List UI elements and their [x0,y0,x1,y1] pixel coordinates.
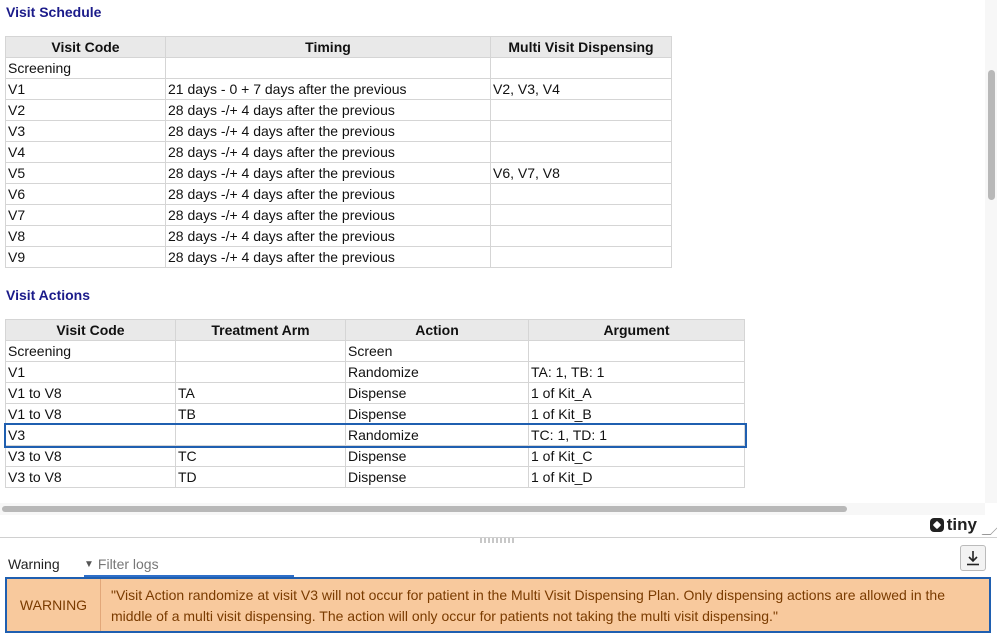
table-cell[interactable]: 21 days - 0 + 7 days after the previous [166,79,491,100]
vertical-scroll-thumb[interactable] [988,70,995,200]
tiny-logo[interactable] [930,515,977,535]
table-cell[interactable]: V1 to V8 [6,404,176,425]
table-cell[interactable]: V7 [6,205,166,226]
table-cell[interactable]: 28 days -/+ 4 days after the previous [166,226,491,247]
column-header: Multi Visit Dispensing [491,37,672,58]
visit-actions-table[interactable] [5,319,745,488]
table-cell[interactable]: V5 [6,163,166,184]
download-logs-button[interactable] [960,545,986,571]
table-cell[interactable]: Randomize [346,362,529,383]
column-header: Timing [166,37,491,58]
column-header: Treatment Arm [176,320,346,341]
table-cell[interactable] [529,341,745,362]
table-row[interactable] [6,58,672,79]
table-cell[interactable]: TC [176,446,346,467]
table-cell[interactable]: V2, V3, V4 [491,79,672,100]
table-cell[interactable]: Screening [6,341,176,362]
table-cell[interactable]: V6 [6,184,166,205]
panel-drag-handle-icon[interactable] [480,538,514,543]
table-row[interactable] [6,404,745,425]
table-row[interactable] [6,79,672,100]
table-cell[interactable]: Dispense [346,383,529,404]
table-row[interactable] [6,142,672,163]
visit-actions-heading: Visit Actions [6,287,91,303]
table-row[interactable] [6,362,745,383]
table-cell[interactable]: Dispense [346,446,529,467]
resize-handle-icon[interactable] [982,526,997,535]
table-cell[interactable]: TC: 1, TD: 1 [529,425,745,446]
table-cell[interactable]: 28 days -/+ 4 days after the previous [166,205,491,226]
table-row[interactable] [6,163,672,184]
table-cell[interactable]: V1 [6,362,176,383]
table-cell[interactable]: V1 to V8 [6,383,176,404]
chevron-down-icon[interactable]: ▼ [84,558,94,570]
table-cell[interactable]: Dispense [346,467,529,488]
table-cell[interactable] [491,205,672,226]
table-cell[interactable]: TA [176,383,346,404]
table-cell[interactable]: 28 days -/+ 4 days after the previous [166,163,491,184]
table-row[interactable] [6,425,745,446]
table-row[interactable] [6,205,672,226]
filter-placeholder: Filter logs [97,556,159,572]
column-header: Visit Code [6,320,176,341]
download-icon [966,550,980,566]
visit-schedule-table[interactable] [5,36,672,268]
vertical-scrollbar[interactable] [985,0,997,503]
table-cell[interactable]: V9 [6,247,166,268]
table-row[interactable] [6,226,672,247]
table-cell[interactable]: 1 of Kit_D [529,467,745,488]
log-message: "Visit Action randomize at visit V3 will not occur for patient in the Multi Visit Dispensing Plan. Only dispensing actions are allowed in the middle of a multi visit dispensing. The action will only occur for patients not taking the multi visit dispensing." [111,587,945,624]
table-cell[interactable]: TD [176,467,346,488]
table-cell[interactable] [491,142,672,163]
table-row[interactable] [6,383,745,404]
table-cell[interactable]: V4 [6,142,166,163]
table-cell[interactable] [491,100,672,121]
horizontal-scrollbar[interactable] [0,503,985,515]
table-cell[interactable] [491,184,672,205]
table-row[interactable] [6,446,745,467]
table-cell[interactable]: Screening [6,58,166,79]
table-cell[interactable]: Randomize [346,425,529,446]
table-cell[interactable]: V3 to V8 [6,446,176,467]
table-row[interactable] [6,247,672,268]
tiny-logo-icon [930,518,944,532]
table-row[interactable] [6,467,745,488]
log-panel [0,545,997,636]
tiny-brand-text: tiny [946,515,977,534]
log-entry-warning[interactable] [5,577,991,633]
log-level-select[interactable]: Warning [8,556,60,572]
table-cell[interactable]: 1 of Kit_B [529,404,745,425]
table-header-row [6,320,745,341]
table-cell[interactable]: 28 days -/+ 4 days after the previous [166,247,491,268]
table-cell[interactable] [491,121,672,142]
table-row[interactable] [6,100,672,121]
table-cell[interactable] [176,362,346,383]
column-header: Action [346,320,529,341]
table-header-row [6,37,672,58]
table-cell[interactable]: 28 days -/+ 4 days after the previous [166,184,491,205]
table-cell[interactable] [491,247,672,268]
filter-logs-input[interactable] [84,553,294,577]
table-cell[interactable]: 1 of Kit_C [529,446,745,467]
table-cell[interactable] [176,341,346,362]
table-cell[interactable]: 28 days -/+ 4 days after the previous [166,100,491,121]
table-row[interactable] [6,121,672,142]
column-header: Argument [529,320,745,341]
editor-statusbar [0,515,997,538]
table-cell[interactable]: 1 of Kit_A [529,383,745,404]
table-cell[interactable]: V8 [6,226,166,247]
table-cell[interactable]: 28 days -/+ 4 days after the previous [166,121,491,142]
table-cell[interactable]: TB [176,404,346,425]
table-cell[interactable]: V6, V7, V8 [491,163,672,184]
table-cell[interactable]: V1 [6,79,166,100]
table-cell[interactable]: Screen [346,341,529,362]
table-cell[interactable] [491,226,672,247]
table-cell[interactable]: V2 [6,100,166,121]
column-header: Visit Code [6,37,166,58]
horizontal-scroll-thumb[interactable] [2,506,847,512]
table-cell[interactable] [176,425,346,446]
table-cell[interactable] [166,58,491,79]
visit-schedule-heading: Visit Schedule [6,4,102,20]
table-cell[interactable] [491,58,672,79]
table-cell[interactable]: 28 days -/+ 4 days after the previous [166,142,491,163]
table-cell[interactable]: V3 [6,121,166,142]
table-row[interactable] [6,341,745,362]
table-row[interactable] [6,184,672,205]
table-cell[interactable]: TA: 1, TB: 1 [529,362,745,383]
log-level-badge: WARNING [7,579,101,631]
table-cell[interactable]: V3 to V8 [6,467,176,488]
table-cell[interactable]: Dispense [346,404,529,425]
table-cell[interactable]: V3 [6,425,176,446]
